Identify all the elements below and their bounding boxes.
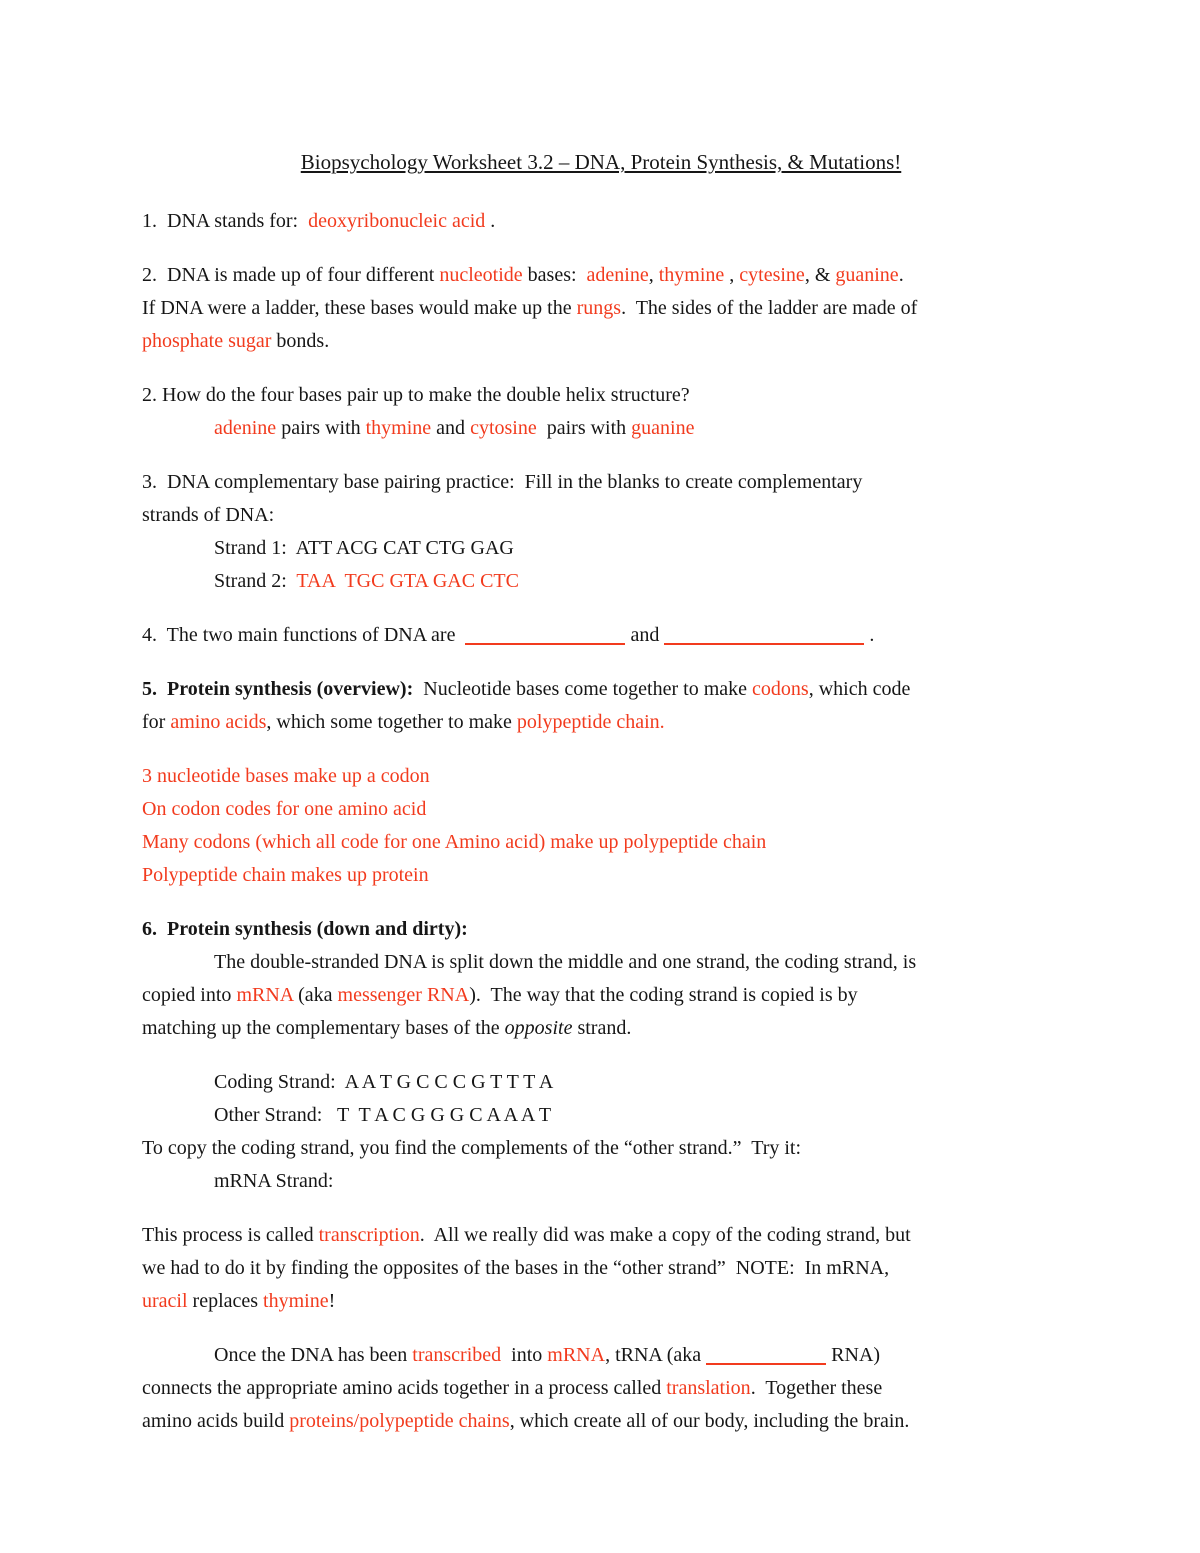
static-text: into (501, 1344, 548, 1366)
text-line (142, 532, 1060, 565)
text-line (142, 1012, 1060, 1045)
text-line (142, 979, 1060, 1012)
static-text: , tRNA (aka (605, 1344, 707, 1366)
text-line (142, 793, 1060, 826)
static-text: (aka (293, 984, 338, 1006)
static-text: To copy the coding strand, you find the complements of the “other strand.” Try it: (142, 1137, 802, 1159)
static-text: for (142, 711, 171, 733)
static-text: bonds. (271, 330, 330, 352)
answer-text: Polypeptide chain makes up protein (142, 864, 429, 886)
answer-text: uracil (142, 1290, 188, 1312)
text-line (142, 619, 1060, 652)
answer-text: thymine (263, 1290, 329, 1312)
static-text: 2. DNA is made up of four different (142, 264, 440, 286)
answer-text: adenine (586, 264, 649, 286)
fill-in-blank (465, 623, 625, 645)
text-line (142, 379, 1060, 412)
section-6-protein-synthesis-down-and-dirty (142, 913, 1060, 1045)
static-text: and (625, 624, 665, 646)
question-1-dna-stands-for (142, 205, 1060, 238)
static-text: . All we really did was make a copy of the coding strand, but (419, 1224, 911, 1246)
static-text: connects the appropriate amino acids together in a process called (142, 1377, 667, 1399)
static-text: and (431, 417, 471, 439)
static-text: copied into (142, 984, 237, 1006)
static-text: , which create all of our body, including the brain. (509, 1410, 910, 1432)
codon-notes (142, 760, 1060, 892)
answer-text: deoxyribonucleic acid (308, 210, 486, 232)
text-line (142, 673, 1060, 706)
static-text: ). The way that the coding strand is copied is by (469, 984, 858, 1006)
answer-text: guanine (835, 264, 899, 286)
answer-text: phosphate sugar (142, 330, 272, 352)
answer-text: polypeptide chain. (516, 711, 665, 733)
text-line (142, 1339, 1060, 1372)
text-line (142, 325, 1060, 358)
static-text: Once the DNA has been (214, 1344, 413, 1366)
text-line (142, 706, 1060, 739)
static-text: Strand 2: (214, 570, 297, 592)
static-text: , & (804, 264, 836, 286)
static-text: we had to do it by finding the opposites of the bases in the “other strand” NOTE: In mRNA, (142, 1257, 890, 1279)
static-text: , (724, 264, 740, 286)
document-body (142, 205, 1060, 1438)
text-line (142, 499, 1060, 532)
answer-text: amino acids (170, 711, 267, 733)
answer-text: On codon codes for one amino acid (142, 798, 427, 820)
static-text: mRNA Strand: (214, 1170, 334, 1192)
text-line (142, 292, 1060, 325)
answer-text: proteins/polypeptide chains (289, 1410, 510, 1432)
static-text: strand. (572, 1017, 632, 1039)
text-line (142, 1132, 1060, 1165)
text-line (142, 1165, 1060, 1198)
static-text: . (864, 624, 875, 646)
static-text: 4. The two main functions of DNA are (142, 624, 466, 646)
answer-text: rungs (576, 297, 622, 319)
answer-text: nucleotide (439, 264, 523, 286)
worksheet-title: Biopsychology Worksheet 3.2 – DNA, Protein Synthesis, & Mutations! (300, 150, 902, 174)
static-text: 1. DNA stands for: (142, 210, 309, 232)
text-line (142, 259, 1060, 292)
text-line (142, 565, 1060, 598)
static-text: . Together these (750, 1377, 883, 1399)
static-text: . The sides of the ladder are made of (621, 297, 918, 319)
static-text: ! (328, 1290, 336, 1312)
static-text: opposite (504, 1017, 573, 1039)
text-line (142, 1066, 1060, 1099)
static-text: strands of DNA: (142, 504, 275, 526)
text-line (142, 946, 1060, 979)
answer-text: Many codons (which all code for one Amino acid) make up polypeptide chain (142, 831, 767, 853)
text-line (142, 1372, 1060, 1405)
question-2-nucleotide-bases (142, 259, 1060, 358)
answer-text: transcription (318, 1224, 420, 1246)
answer-text: TAA TGC GTA GAC CTC (296, 570, 519, 592)
static-text: , (648, 264, 659, 286)
translation-paragraph (142, 1339, 1060, 1438)
answer-text: messenger RNA (337, 984, 470, 1006)
static-text: Nucleotide bases come together to make (413, 678, 753, 700)
text-line (142, 826, 1060, 859)
fill-in-blank (664, 623, 864, 645)
static-text: . (898, 264, 904, 286)
text-line (142, 760, 1060, 793)
answer-text: cytosine (470, 417, 537, 439)
static-text: RNA) (826, 1344, 881, 1366)
text-line (142, 1405, 1060, 1438)
question-2-base-pairing (142, 379, 1060, 445)
text-line (142, 205, 1060, 238)
text-line (142, 913, 1060, 946)
answer-text: adenine (214, 417, 277, 439)
transcription-note (142, 1219, 1060, 1318)
answer-text: codons (752, 678, 809, 700)
static-text: bases: (522, 264, 587, 286)
static-text: , which some together to make (266, 711, 517, 733)
static-text: Strand 1: ATT ACG CAT CTG GAG (214, 537, 514, 559)
answer-text: thymine (658, 264, 725, 286)
text-line (142, 412, 1060, 445)
question-3-complementary-practice (142, 466, 1060, 598)
static-text: 6. Protein synthesis (down and dirty): (142, 918, 468, 940)
static-text: Coding Strand: A A T G C C C G T T T A (214, 1071, 554, 1093)
answer-text: mRNA (547, 1344, 606, 1366)
answer-text: translation (666, 1377, 751, 1399)
question-4-two-main-functions (142, 619, 1060, 652)
static-text: matching up the complementary bases of the (142, 1017, 505, 1039)
answer-text: cytesine (739, 264, 805, 286)
static-text: This process is called (142, 1224, 319, 1246)
answer-text: transcribed (412, 1344, 502, 1366)
static-text: If DNA were a ladder, these bases would make up the (142, 297, 577, 319)
answer-text: 3 nucleotide bases make up a codon (142, 765, 430, 787)
text-line (142, 859, 1060, 892)
section-5-protein-synthesis-overview (142, 673, 1060, 739)
text-line (142, 1219, 1060, 1252)
static-text: . (485, 210, 496, 232)
static-text: Other Strand: T T A C G G G C A A A T (214, 1104, 552, 1126)
static-text: The double-stranded DNA is split down the middle and one strand, the coding strand, is (214, 951, 917, 973)
static-text: pairs with (276, 417, 366, 439)
answer-text: mRNA (236, 984, 294, 1006)
static-text: 2. How do the four bases pair up to make the double helix structure? (142, 384, 690, 406)
text-line (142, 1285, 1060, 1318)
text-line (142, 1252, 1060, 1285)
strand-copy-exercise (142, 1066, 1060, 1198)
static-text: amino acids build (142, 1410, 290, 1432)
static-text: pairs with (536, 417, 632, 439)
answer-text: thymine (365, 417, 432, 439)
static-text: replaces (187, 1290, 264, 1312)
text-line (142, 1099, 1060, 1132)
static-text: , which code (808, 678, 911, 700)
static-text: 3. DNA complementary base pairing practice: Fill in the blanks to create complementary (142, 471, 863, 493)
fill-in-blank (706, 1343, 826, 1365)
text-line (142, 466, 1060, 499)
static-text: 5. Protein synthesis (overview): (142, 678, 414, 700)
answer-text: guanine (631, 417, 695, 439)
